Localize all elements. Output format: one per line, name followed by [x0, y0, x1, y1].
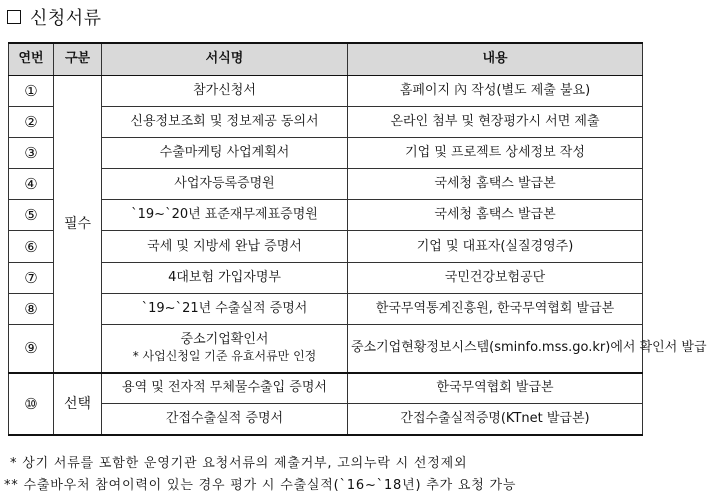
form-name: 중소기업확인서: [180, 332, 269, 348]
table-row: [9, 75, 643, 106]
row-number: ④: [9, 169, 54, 200]
form-content: 중소기업현황정보시스템(sminfo.mss.go.kr)에서 확인서 발급: [348, 325, 643, 373]
row-number: ③: [9, 137, 54, 168]
section-title-text: 신청서류: [30, 8, 102, 29]
table-row: [9, 106, 643, 137]
header-category: 구분: [54, 43, 102, 75]
section-title: [4, 4, 102, 30]
row-number: ⑩: [9, 373, 54, 435]
form-content: 국세청 홈택스 발급본: [348, 169, 643, 200]
form-name: 용역 및 전자적 무체물수출입 증명서: [102, 373, 348, 404]
category-required: 필수: [54, 75, 102, 373]
form-name: 국세 및 지방세 완납 증명서: [102, 231, 348, 262]
form-content: 한국무역협회 발급본: [348, 373, 643, 404]
footnote: * 상기 서류를 포함한 운영기관 요청서류의 제출거부, 고의누락 시 선정제외: [10, 456, 468, 471]
form-name: 수출마케팅 사업계획서: [102, 137, 348, 168]
form-content: 기업 및 대표자(실질경영주): [348, 231, 643, 262]
form-name: 신용정보조회 및 정보제공 동의서: [102, 106, 348, 137]
row-number: ⑥: [9, 231, 54, 262]
table-row: [9, 373, 643, 404]
documents-table: [8, 42, 707, 436]
header-no: 연번: [9, 43, 54, 75]
form-name: 사업자등록증명원: [102, 169, 348, 200]
category-optional: 선택: [54, 373, 102, 435]
header-content: 내용: [348, 43, 643, 75]
form-content: 한국무역통계진흥원, 한국무역협회 발급본: [348, 293, 643, 324]
form-content: 홈페이지 內 작성(별도 제출 불요): [348, 75, 643, 106]
table-row: [9, 404, 643, 435]
form-content: 간접수출실적증명(KTnet 발급본): [348, 404, 643, 435]
row-number: ⑤: [9, 200, 54, 231]
table-row: [9, 137, 643, 168]
footnote: ** 수출바우처 참여이력이 있는 경우 평가 시 수출실적(`16~`18년) 추가 요청 가능: [4, 478, 517, 493]
row-number: ⑦: [9, 262, 54, 293]
header-form-name: 서식명: [102, 43, 348, 75]
empty-square-icon: [7, 10, 21, 24]
form-name: `19~`21년 수출실적 증명서: [102, 293, 348, 324]
table-row: [9, 231, 643, 262]
form-note: * 사업신청일 기준 유효서류만 인정: [132, 349, 317, 364]
form-content: 기업 및 프로젝트 상세정보 작성: [348, 137, 643, 168]
form-name-with-note: [102, 325, 348, 373]
table-row: [9, 325, 643, 373]
table-row: [9, 293, 643, 324]
form-content: 온라인 첨부 및 현장평가시 서면 제출: [348, 106, 643, 137]
form-name: 간접수출실적 증명서: [102, 404, 348, 435]
row-number: ⑧: [9, 293, 54, 324]
form-name: 참가신청서: [102, 75, 348, 106]
table-row: [9, 169, 643, 200]
form-name: `19~`20년 표준재무제표증명원: [102, 200, 348, 231]
row-number: ①: [9, 75, 54, 106]
row-number: ②: [9, 106, 54, 137]
form-name: 4대보험 가입자명부: [102, 262, 348, 293]
table-row: [9, 200, 643, 231]
table-header-row: [9, 43, 643, 75]
form-content: 국민건강보험공단: [348, 262, 643, 293]
table-row: [9, 262, 643, 293]
form-content: 국세청 홈택스 발급본: [348, 200, 643, 231]
row-number: ⑨: [9, 325, 54, 373]
